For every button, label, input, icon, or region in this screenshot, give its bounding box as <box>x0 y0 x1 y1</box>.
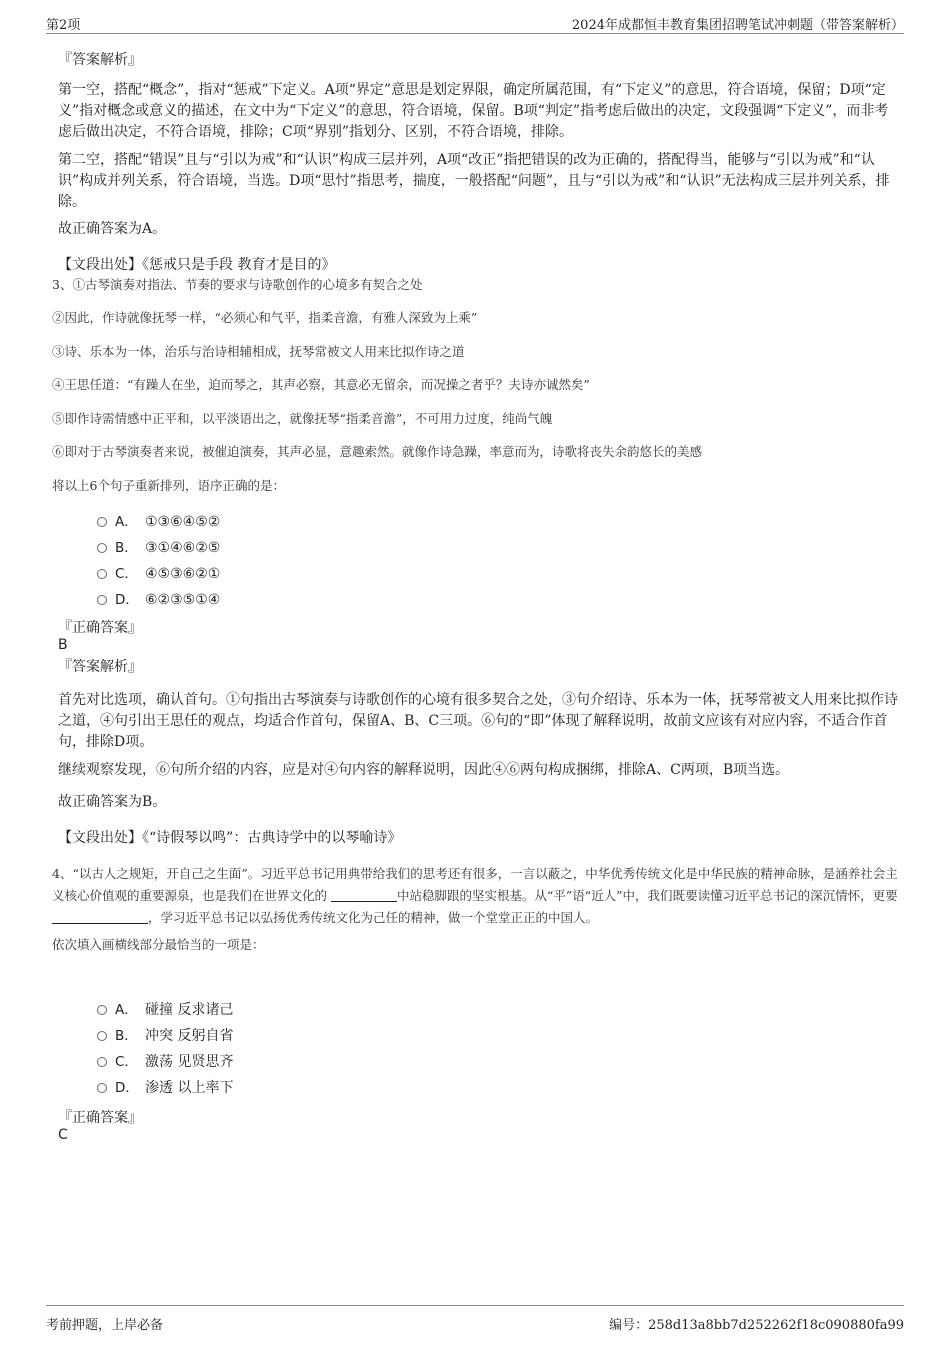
q4-answer-label: 『正确答案』 <box>58 1110 142 1126</box>
radio-icon[interactable] <box>97 569 107 579</box>
analysis-paragraph-1: 第一空，搭配“概念”，指对“惩戒”下定义。A项“界定”意思是划定界限，确定所属范围，有“下定义”的意思，符合语境，保留；D项“定义”指对概念或意义的描述，在文中为“下定义”的意思，符合语境，保留。B项“判定”指考虑后做出的决定，文段强调“下定义”，而非考虑后做出决定，不符合语境，排除；C项“界别”指划分、区别，不符合语境，排除。 <box>58 82 889 140</box>
q3-sentence-5: ⑤即作诗需情感中正平和，以平淡语出之，就像抚琴“指柔音澹”，不可用力过度，纯尚气魄 <box>52 411 553 426</box>
q3-answer: B <box>58 637 68 653</box>
q3-option-d[interactable]: D． ⑥②③⑤①④ <box>97 590 220 610</box>
radio-icon[interactable] <box>97 543 107 553</box>
blank-1 <box>331 888 397 902</box>
q4-option-c[interactable]: C． 激荡 见贤思齐 <box>97 1052 233 1072</box>
q4-stem: 4、“以古人之规矩，开自己之生面”。习近平总书记用典带给我们的思考还有很多，一言以蔽之，中华优秀传统文化是中华民族的精神命脉，是涵养社会主义核心价值观的重要源泉，也是我们在世界文化的 中站稳脚跟的坚实根基。从“平”语“近人”中，我们既要读懂习近平总书记的深沉情怀，更要 ，学习近平总书记以弘扬优秀传统文化为己任的精神，做一个堂堂正正的中国人。 <box>52 866 898 925</box>
radio-icon[interactable] <box>97 1083 107 1093</box>
q3-analysis-label: 『答案解析』 <box>58 659 142 675</box>
blank-2 <box>52 910 148 924</box>
page-number: 第2项 <box>46 18 81 33</box>
footer-slogan: 考前押题，上岸必备 <box>46 1318 164 1333</box>
q3-option-b[interactable]: B． ③①④⑥②⑤ <box>97 538 220 558</box>
document-title: 2024年成都恒丰教育集团招聘笔试冲刺题（带答案解析） <box>571 18 904 33</box>
q3-prompt: 将以上6个句子重新排列，语序正确的是： <box>52 478 285 493</box>
q3-sentence-1: 3、①古琴演奏对指法、节奏的要求与诗歌创作的心境多有契合之处 <box>52 277 423 292</box>
radio-icon[interactable] <box>97 517 107 527</box>
q3-answer-label: 『正确答案』 <box>58 620 142 636</box>
document-serial: 编号：258d13a8bb7d252262f18c090880fa99 <box>609 1318 904 1333</box>
radio-icon[interactable] <box>97 1057 107 1067</box>
analysis-conclusion: 故正确答案为A。 <box>58 221 167 237</box>
q3-source-citation: 【文段出处】《“诗假琴以鸣”：古典诗学中的以琴喻诗》 <box>58 830 402 846</box>
source-citation: 【文段出处】《惩戒只是手段 教育才是目的》 <box>58 257 336 273</box>
q4-option-a[interactable]: A． 碰撞 反求诸己 <box>97 1000 233 1020</box>
q3-analysis-conclusion: 故正确答案为B。 <box>58 794 167 810</box>
q3-sentence-2: ②因此，作诗就像抚琴一样，“必须心和气平，指柔音澹，有雅人深致为上乘” <box>52 310 478 325</box>
q4-answer: C <box>58 1127 68 1143</box>
radio-icon[interactable] <box>97 1031 107 1041</box>
q3-analysis-paragraph-1: 首先对比选项，确认首句。①句指出古琴演奏与诗歌创作的心境有很多契合之处，③句介绍诗、乐本为一体，抚琴常被文人用来比拟作诗之道，④句引出王思任的观点，均适合作首句，保留A、B、C三项。⑥句的“即”体现了解释说明，故前文应该有对应内容，不适合作首句，排除D项。 <box>58 692 898 750</box>
q3-sentence-6: ⑥即对于古琴演奏者来说，被催迫演奏，其声必显，意趣索然。就像作诗急躁，率意而为，诗歌将丧失余韵悠长的美感 <box>52 444 703 459</box>
q3-sentence-4: ④王思任道：“有躁人在坐，迫而琴之，其声必察，其意必无留余，而况操之者乎？夫诗亦诚然矣” <box>52 377 590 392</box>
q4-option-b[interactable]: B． 冲突 反躬自省 <box>97 1026 233 1046</box>
q3-option-c[interactable]: C． ④⑤③⑥②① <box>97 564 220 584</box>
q4-option-d[interactable]: D． 渗透 以上率下 <box>97 1078 233 1098</box>
q4-prompt: 依次填入画横线部分最恰当的一项是： <box>52 937 265 952</box>
page-header <box>46 12 904 34</box>
page-footer <box>46 1305 904 1331</box>
radio-icon[interactable] <box>97 1005 107 1015</box>
analysis-label: 『答案解析』 <box>58 52 142 68</box>
radio-icon[interactable] <box>97 595 107 605</box>
analysis-paragraph-2: 第二空，搭配“错误”且与“引以为戒”和“认识”构成三层并列，A项“改正”指把错误的改为正确的，搭配得当，能够与“引以为戒”和“认识”构成并列关系，符合语境，当选。D项“思忖”指思考，揣度，一般搭配“问题”，且与“引以为戒”和“认识”无法构成三层并列关系，排除。 <box>58 152 890 210</box>
q3-sentence-3: ③诗、乐本为一体，治乐与治诗相辅相成，抚琴常被文人用来比拟作诗之道 <box>52 344 465 359</box>
q3-option-a[interactable]: A． ①③⑥④⑤② <box>97 512 220 532</box>
q3-analysis-paragraph-2: 继续观察发现，⑥句所介绍的内容，应是对④句内容的解释说明，因此④⑥两句构成捆绑，排除A、C两项，B项当选。 <box>58 762 790 778</box>
